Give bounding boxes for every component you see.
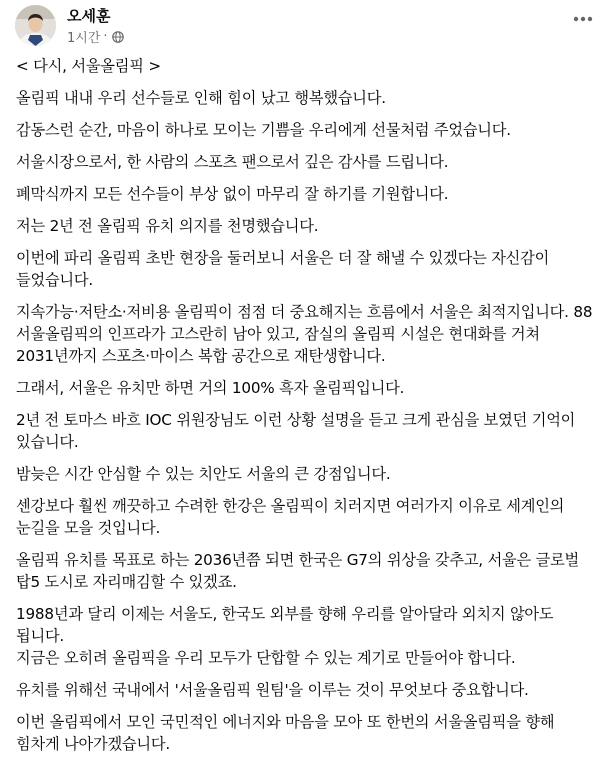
post-header <box>0 0 613 56</box>
post-paragraph: 밤늦은 시간 안심할 수 있는 치안도 서울의 큰 강점입니다. <box>16 465 391 483</box>
globe-icon[interactable] <box>112 31 124 43</box>
post-paragraph: 2년 전 토마스 바흐 IOC 위원장님도 이런 상황 설명을 듣고 크게 관심을 보였던 기억이 있습니다. <box>16 411 576 451</box>
post-paragraph: 이번 올림픽에서 모인 국민적인 에너지와 마음을 모아 또 한번의 서울올림픽을 향해 힘차게 나아가겠습니다. <box>16 713 555 753</box>
post-paragraph: 그래서, 서울은 유치만 하면 거의 100% 흑자 올림픽입니다. <box>16 379 405 397</box>
post-paragraph: 올림픽 내내 우리 선수들로 인해 힘이 났고 행복했습니다. <box>16 89 386 107</box>
post-paragraph: 유치를 위해선 국내에서 '서울올림픽 원팀'을 이루는 것이 무엇보다 중요합니다. <box>16 681 529 699</box>
post-paragraph: 저는 2년 전 올림픽 유치 의지를 천명했습니다. <box>16 217 319 235</box>
author-name[interactable]: 오세훈 <box>67 7 111 25</box>
post-paragraph: 감동스런 순간, 마음이 하나로 모이는 기쁨을 우리에게 선물처럼 주었습니다. <box>16 121 511 139</box>
post-time[interactable]: 1시간 <box>67 31 101 46</box>
meta-separator: · <box>103 29 108 44</box>
post-paragraph: < 다시, 서울올림픽 > <box>16 57 161 75</box>
post-paragraph: 올림픽 유치를 목표로 하는 2036년쯤 되면 한국은 G7의 위상을 갖추고, 서울은 글로벌 탑5 도시로 자리매김할 수 있겠죠. <box>16 551 580 591</box>
post-paragraph: 지속가능·저탄소·저비용 올림픽이 점점 더 중요해지는 흐름에서 서울은 최적지입니다. 88 서울올림픽의 인프라가 고스란히 남아 있고, 잠실의 올림픽 시설은 현대화를 거쳐 2031년까지 스포츠·마이스 복합 공간으로 재탄생합니다. <box>16 303 593 365</box>
post-meta <box>67 27 124 46</box>
post-paragraph: 서울시장으로서, 한 사람의 스포츠 팬으로서 깊은 감사를 드립니다. <box>16 153 449 171</box>
post-text <box>16 55 594 765</box>
more-options-button[interactable] <box>571 10 595 28</box>
more-horizontal-icon <box>573 16 593 22</box>
post-paragraph: 폐막식까지 모든 선수들이 부상 없이 마무리 잘 하기를 기원합니다. <box>16 185 449 203</box>
post-paragraph: 센강보다 훨씬 깨끗하고 수려한 한강은 올림픽이 치러지면 여러가지 이유로 세계인의 눈길을 모을 것입니다. <box>16 497 565 537</box>
post-paragraph: 이번에 파리 올림픽 초반 현장을 둘러보니 서울은 더 잘 해낼 수 있겠다는 자신감이 들었습니다. <box>16 249 550 289</box>
avatar-photo <box>15 5 56 46</box>
post-paragraph: 지금은 오히려 올림픽을 우리 모두가 단합할 수 있는 계기로 만들어야 합니다. <box>16 649 516 667</box>
avatar[interactable] <box>15 5 56 46</box>
post-paragraph: 1988년과 달리 이제는 서울도, 한국도 외부를 향해 우리를 알아달라 외치지 않아도 됩니다. <box>16 605 554 645</box>
